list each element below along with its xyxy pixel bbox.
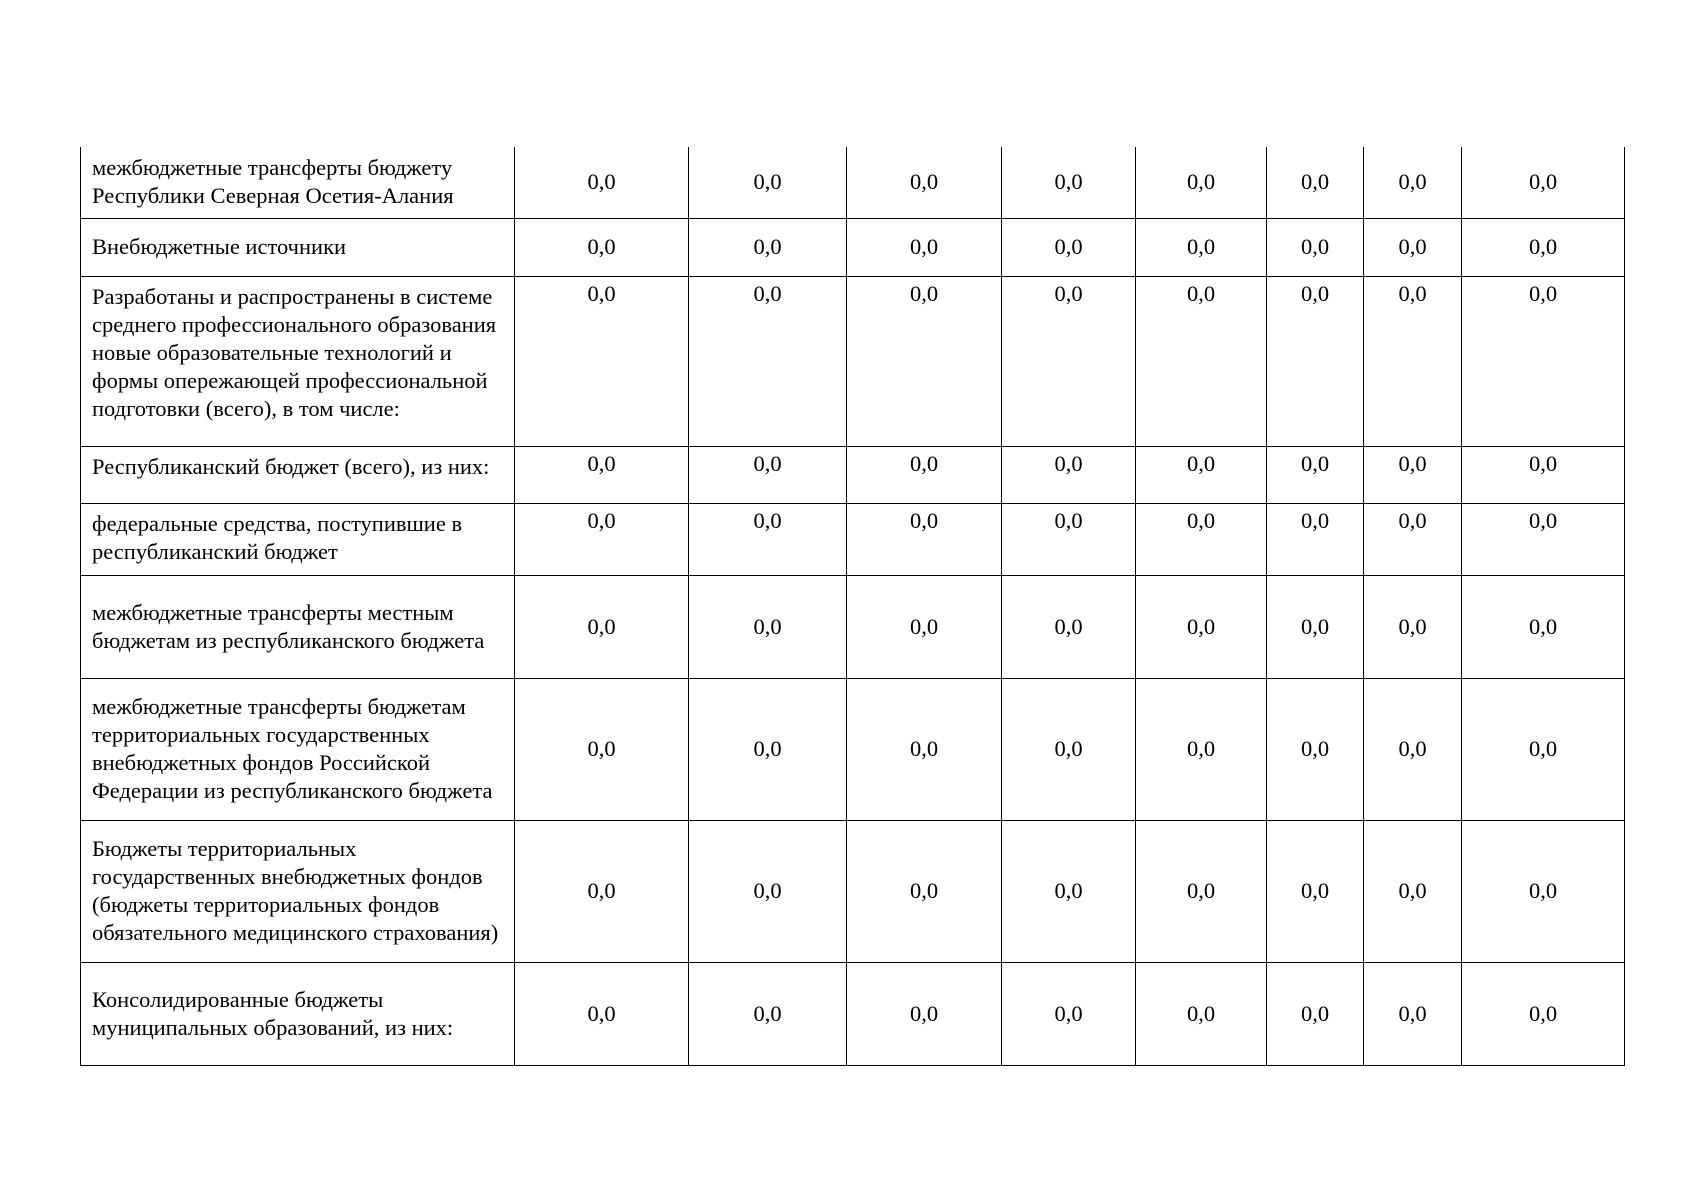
value-cell: 0,0 xyxy=(689,147,847,218)
row-label: федеральные средства, поступившие в республиканский бюджет xyxy=(92,510,463,564)
value-cell: 0,0 xyxy=(689,820,847,962)
value-cell: 0,0 xyxy=(847,503,1002,575)
value-cell: 0,0 xyxy=(847,678,1002,820)
row-label: Бюджеты территориальных государственных внебюджетных фондов (бюджеты территориальных фондов обязательного медицинского страхования) xyxy=(92,836,499,945)
table-row xyxy=(81,446,1625,503)
row-label-cell xyxy=(81,820,515,962)
value-cell: 0,0 xyxy=(515,446,689,503)
value-cell: 0,0 xyxy=(1267,962,1364,1065)
value-cell: 0,0 xyxy=(515,147,689,218)
value-cell: 0,0 xyxy=(1136,503,1267,575)
value-cell: 0,0 xyxy=(847,962,1002,1065)
value-cell: 0,0 xyxy=(1136,820,1267,962)
value-cell: 0,0 xyxy=(1364,218,1462,276)
value-cell: 0,0 xyxy=(1364,446,1462,503)
value-cell: 0,0 xyxy=(515,276,689,446)
value-cell: 0,0 xyxy=(1136,678,1267,820)
value-cell: 0,0 xyxy=(1136,575,1267,678)
table-row xyxy=(81,575,1625,678)
value-cell: 0,0 xyxy=(1364,962,1462,1065)
value-cell: 0,0 xyxy=(515,218,689,276)
value-cell: 0,0 xyxy=(1002,276,1136,446)
value-cell: 0,0 xyxy=(1267,218,1364,276)
value-cell: 0,0 xyxy=(689,276,847,446)
table-row xyxy=(81,218,1625,276)
value-cell: 0,0 xyxy=(1002,147,1136,218)
value-cell: 0,0 xyxy=(1364,575,1462,678)
value-cell: 0,0 xyxy=(1267,276,1364,446)
value-cell: 0,0 xyxy=(1267,678,1364,820)
table-row xyxy=(81,503,1625,575)
value-cell: 0,0 xyxy=(689,962,847,1065)
value-cell: 0,0 xyxy=(1462,147,1625,218)
value-cell: 0,0 xyxy=(1364,503,1462,575)
value-cell: 0,0 xyxy=(1462,218,1625,276)
value-cell: 0,0 xyxy=(1462,446,1625,503)
value-cell: 0,0 xyxy=(847,276,1002,446)
value-cell: 0,0 xyxy=(515,575,689,678)
value-cell: 0,0 xyxy=(515,503,689,575)
row-label-cell xyxy=(81,276,515,446)
value-cell: 0,0 xyxy=(1136,218,1267,276)
value-cell: 0,0 xyxy=(689,575,847,678)
row-label-cell xyxy=(81,503,515,575)
row-label: межбюджетные трансферты местным бюджетам из республиканского бюджета xyxy=(92,599,485,653)
value-cell: 0,0 xyxy=(1462,503,1625,575)
value-cell: 0,0 xyxy=(1364,820,1462,962)
row-label-cell xyxy=(81,575,515,678)
table-row xyxy=(81,147,1625,218)
value-cell: 0,0 xyxy=(1136,147,1267,218)
value-cell: 0,0 xyxy=(1267,575,1364,678)
value-cell: 0,0 xyxy=(1002,820,1136,962)
value-cell: 0,0 xyxy=(1002,503,1136,575)
value-cell: 0,0 xyxy=(1267,446,1364,503)
value-cell: 0,0 xyxy=(1462,962,1625,1065)
value-cell: 0,0 xyxy=(847,446,1002,503)
row-label: Консолидированные бюджеты муниципальных образований, из них: xyxy=(92,986,454,1040)
row-label: Разработаны и распространены в системе среднего профессионального образования новые образовательные технологий и формы опережающей профессиональной подготовки (всего), в том числе: xyxy=(92,283,497,421)
value-cell: 0,0 xyxy=(1002,678,1136,820)
value-cell: 0,0 xyxy=(847,218,1002,276)
value-cell: 0,0 xyxy=(689,678,847,820)
value-cell: 0,0 xyxy=(1002,575,1136,678)
value-cell: 0,0 xyxy=(1462,575,1625,678)
row-label: Внебюджетные источники xyxy=(92,234,347,259)
row-label-cell xyxy=(81,218,515,276)
value-cell: 0,0 xyxy=(1462,820,1625,962)
value-cell: 0,0 xyxy=(1462,678,1625,820)
value-cell: 0,0 xyxy=(1364,147,1462,218)
value-cell: 0,0 xyxy=(689,446,847,503)
value-cell: 0,0 xyxy=(847,575,1002,678)
value-cell: 0,0 xyxy=(1002,218,1136,276)
value-cell: 0,0 xyxy=(1267,503,1364,575)
value-cell: 0,0 xyxy=(1364,678,1462,820)
value-cell: 0,0 xyxy=(689,218,847,276)
row-label: межбюджетные трансферты бюджетам территориальных государственных внебюджетных фондов Российской Федерации из республиканского бюджета xyxy=(92,694,493,803)
row-label-cell xyxy=(81,962,515,1065)
table-row xyxy=(81,820,1625,962)
row-label-cell xyxy=(81,446,515,503)
value-cell: 0,0 xyxy=(1267,820,1364,962)
value-cell: 0,0 xyxy=(515,678,689,820)
value-cell: 0,0 xyxy=(515,962,689,1065)
value-cell: 0,0 xyxy=(847,820,1002,962)
table-row xyxy=(81,276,1625,446)
value-cell: 0,0 xyxy=(1364,276,1462,446)
value-cell: 0,0 xyxy=(1267,147,1364,218)
value-cell: 0,0 xyxy=(1002,446,1136,503)
table-row xyxy=(81,678,1625,820)
row-label-cell xyxy=(81,678,515,820)
value-cell: 0,0 xyxy=(689,503,847,575)
row-label: межбюджетные трансферты бюджету Республики Северная Осетия-Алания xyxy=(92,155,454,209)
value-cell: 0,0 xyxy=(1462,276,1625,446)
value-cell: 0,0 xyxy=(1136,446,1267,503)
value-cell: 0,0 xyxy=(515,820,689,962)
budget-table xyxy=(80,147,1625,1066)
row-label: Республиканский бюджет (всего), из них: xyxy=(92,453,490,479)
value-cell: 0,0 xyxy=(1136,276,1267,446)
value-cell: 0,0 xyxy=(1002,962,1136,1065)
value-cell: 0,0 xyxy=(847,147,1002,218)
row-label-cell xyxy=(81,147,515,218)
table-row xyxy=(81,962,1625,1065)
value-cell: 0,0 xyxy=(1136,962,1267,1065)
